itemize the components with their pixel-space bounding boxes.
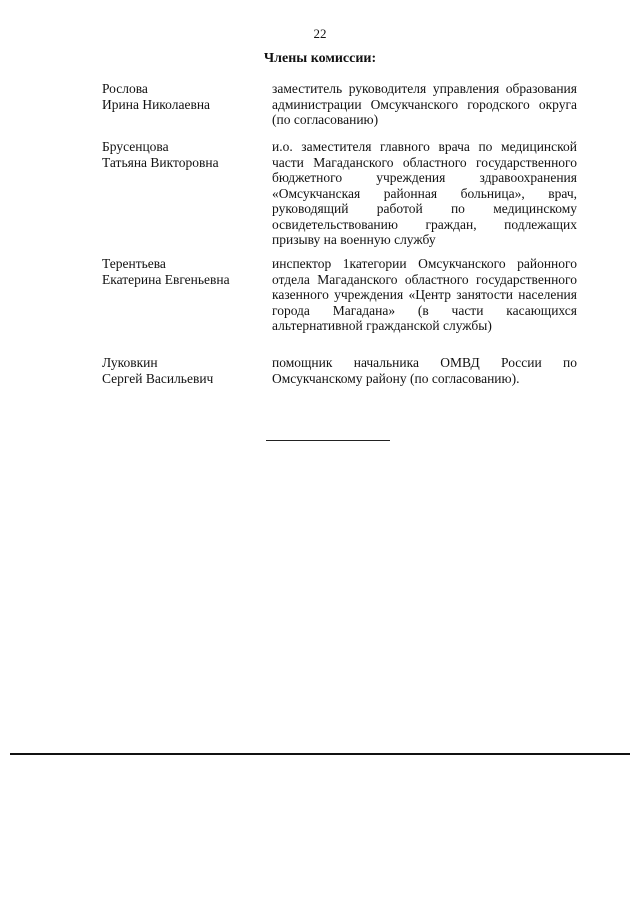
member-given-name: Сергей Васильевич bbox=[102, 371, 214, 386]
member-surname: Терентьева bbox=[102, 256, 166, 271]
member-surname: Луковкин bbox=[102, 355, 158, 370]
member-name bbox=[102, 256, 262, 288]
member-role: заместитель руководителя управления образования администрации Омсукчанского городского округа (по согласованию) bbox=[272, 81, 577, 127]
section-title: Члены комиссии: bbox=[263, 51, 377, 66]
member-role: и.о. заместителя главного врача по медицинской части Магаданского областного государственного бюджетного учреждения здравоохранения «Омсукчанская районная больница», врач, руководящий работой по медицинскому освидетельствованию граждан, подлежащих призыву на военную службу bbox=[272, 139, 577, 247]
member-name bbox=[102, 81, 262, 113]
member-given-name: Ирина Николаевна bbox=[102, 97, 211, 112]
member-name bbox=[102, 139, 262, 171]
footer-rule bbox=[10, 753, 630, 755]
member-name bbox=[102, 355, 262, 387]
closing-rule bbox=[266, 440, 390, 441]
page-number: 22 bbox=[313, 26, 327, 41]
member-role: помощник начальника ОМВД России по Омсукчанскому району (по согласованию). bbox=[272, 355, 577, 386]
member-role: инспектор 1категории Омсукчанского районного отдела Магаданского областного государственного казенного учреждения «Центр занятости населения города Магадана» (в части касающихся альтернативной гражданской службы) bbox=[272, 256, 577, 333]
member-surname: Брусенцова bbox=[102, 139, 169, 154]
member-given-name: Екатерина Евгеньевна bbox=[102, 272, 230, 287]
member-given-name: Татьяна Викторовна bbox=[102, 155, 219, 170]
member-surname: Рослова bbox=[102, 81, 148, 96]
